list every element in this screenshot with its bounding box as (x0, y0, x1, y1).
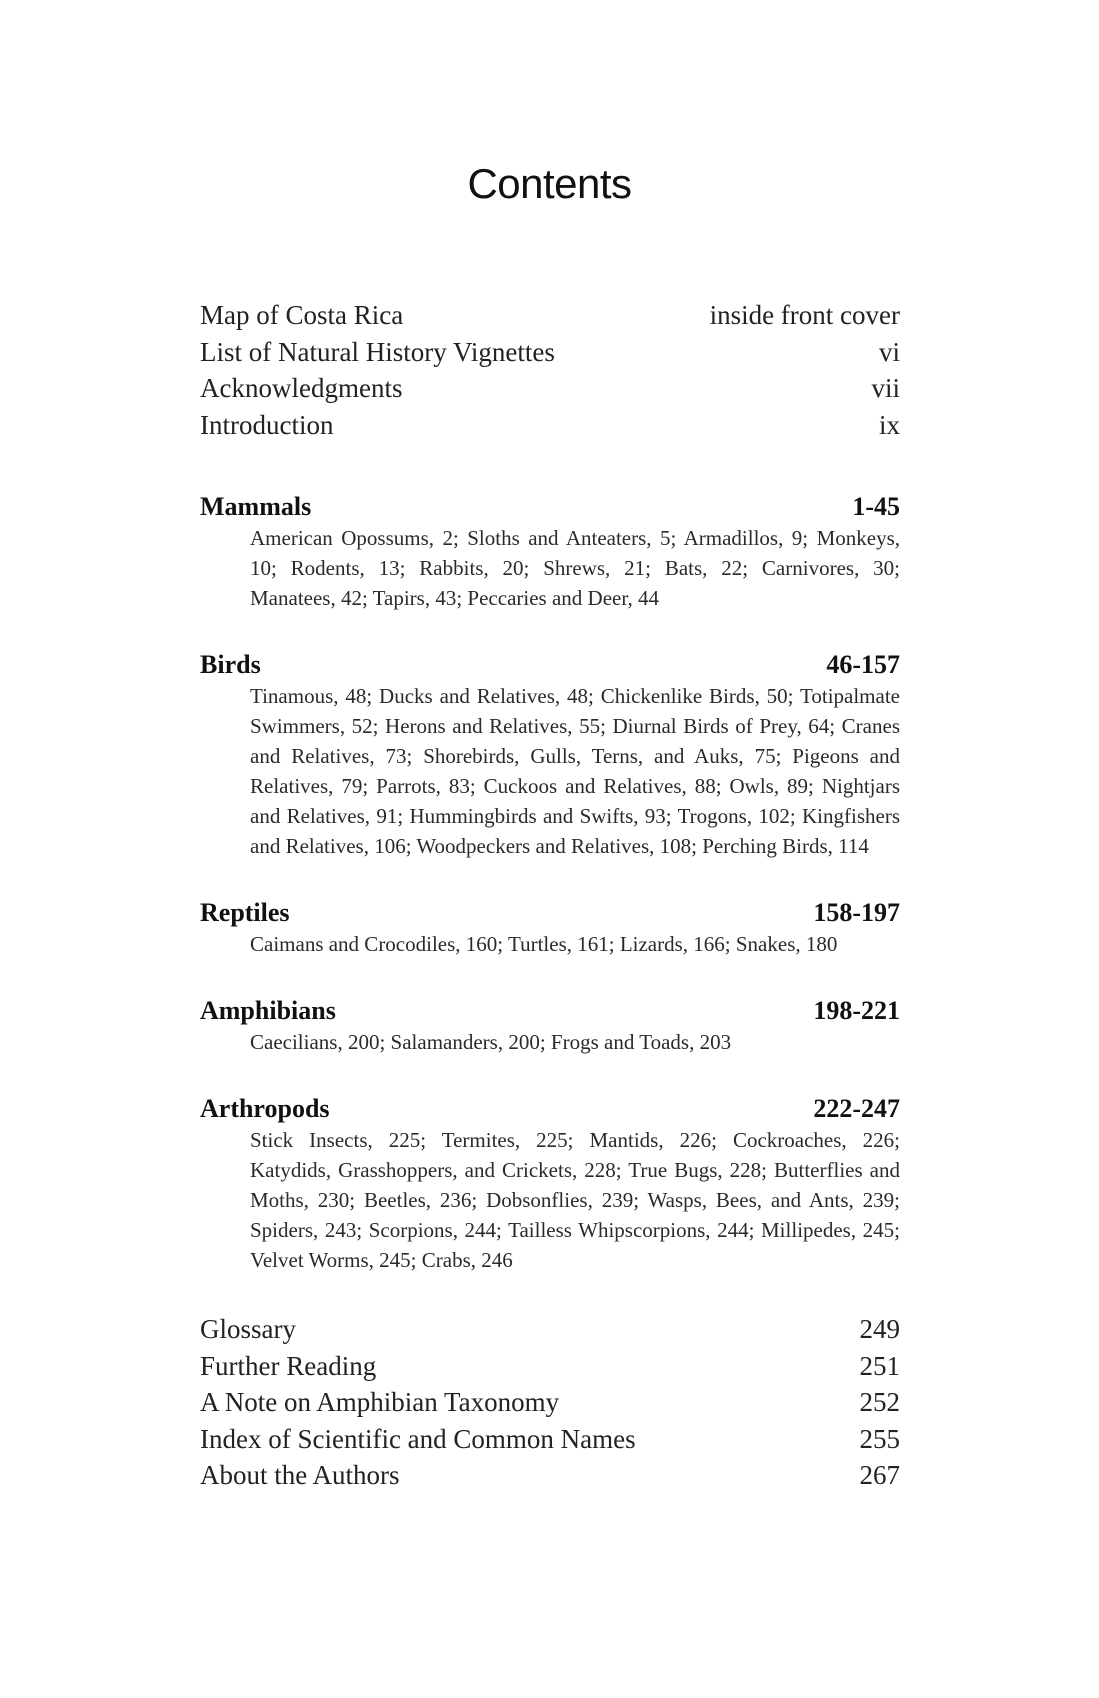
section-name: Arthropods (200, 1094, 330, 1123)
toc-entry-label: List of Natural History Vignettes (200, 336, 555, 367)
toc-entry-page: 255 (859, 1423, 900, 1454)
toc-entry (200, 297, 900, 334)
section-entries: American Opossums, 2; Sloths and Anteaters, 5; Armadillos, 9; Monkeys, 10; Rodents, 13; Rabbits, 20; Shrews, 21; Bats, 22; Carnivores, 30; Manatees, 42; Tapirs, 43; Peccaries and Deer, 44 (250, 526, 900, 610)
section-entries: Caecilians, 200; Salamanders, 200; Frogs and Toads, 203 (250, 1030, 732, 1054)
toc-entry-page: ix (878, 409, 900, 440)
toc-entry-page: 251 (859, 1350, 900, 1381)
page-title: Contents (467, 160, 632, 207)
section-reptiles (200, 897, 900, 959)
toc-entry-page: inside front cover (709, 300, 900, 330)
section-pages: 46-157 (826, 650, 900, 679)
section-pages: 1-45 (852, 492, 900, 521)
section-heading (200, 897, 900, 929)
front-matter-list (200, 297, 900, 443)
toc-entry-label: Index of Scientific and Common Names (200, 1423, 636, 1454)
toc-entry-page: vii (871, 373, 900, 403)
section-name: Birds (200, 650, 261, 679)
section-arthropods (200, 1093, 900, 1275)
toc-entry-page: 249 (859, 1314, 900, 1344)
section-name: Reptiles (200, 898, 290, 927)
toc-entry-page: 252 (859, 1387, 900, 1417)
toc-entry (200, 1457, 900, 1494)
toc-entry (200, 1421, 900, 1458)
spacer (200, 443, 900, 491)
section-entries: Stick Insects, 225; Termites, 225; Mantids, 226; Cockroaches, 226; Katydids, Grasshoppers, and Crickets, 228; True Bugs, 228; Butterflies and Moths, 230; Beetles, 236; Dobsonflies, 239; Wasps, Bees, and Ants, 239; Spiders, 243; Scorpions, 244; Tailless Whipscorpions, 244; Millipedes, 245; Velvet Worms, 245; Crabs, 246 (250, 1128, 900, 1272)
section-heading (200, 649, 900, 681)
section-pages: 158-197 (813, 898, 900, 927)
toc-entry-label: About the Authors (200, 1460, 400, 1490)
section-heading (200, 491, 900, 523)
section-name: Mammals (200, 492, 312, 521)
toc-entry (200, 407, 900, 444)
section-birds (200, 649, 900, 861)
toc-entry-label: Map of Costa Rica (200, 300, 404, 330)
toc-entry (200, 370, 900, 407)
section-pages: 198-221 (813, 996, 900, 1025)
section-heading (200, 1093, 900, 1125)
toc-entry-page: 267 (859, 1460, 900, 1490)
toc-entry-label: A Note on Amphibian Taxonomy (200, 1387, 560, 1417)
section-amphibians (200, 995, 900, 1057)
back-matter-list (200, 1311, 900, 1494)
section-mammals (200, 491, 900, 613)
table-of-contents (200, 297, 900, 1494)
section-entries: Tinamous, 48; Ducks and Relatives, 48; Chickenlike Birds, 50; Totipalmate Swimmers, 52; Herons and Relatives, 55; Diurnal Birds of Prey, 64; Cranes and Relatives, 73; Shorebirds, Gulls, Terns, and Auks, 75; Pigeons and Relatives, 79; Parrots, 83; Cuckoos and Relatives, 88; Owls, 89; Nightjars and Relatives, 91; Hummingbirds and Swifts, 93; Trogons, 102; Kingfishers and Relatives, 106; Woodpeckers and Relatives, 108; Perching Birds, 114 (250, 684, 900, 858)
toc-entry-label: Introduction (200, 409, 334, 440)
toc-entry-label: Glossary (200, 1314, 296, 1344)
section-pages: 222-247 (813, 1094, 900, 1123)
toc-entry (200, 1311, 900, 1348)
toc-entry (200, 1348, 900, 1385)
section-heading (200, 995, 900, 1027)
section-entries: Caimans and Crocodiles, 160; Turtles, 161; Lizards, 166; Snakes, 180 (250, 932, 838, 956)
section-name: Amphibians (200, 996, 336, 1025)
toc-entry-label: Acknowledgments (200, 373, 403, 403)
toc-entry (200, 1384, 900, 1421)
toc-entry-label: Further Reading (200, 1350, 377, 1381)
toc-entry-page: vi (878, 336, 900, 367)
toc-entry (200, 334, 900, 371)
